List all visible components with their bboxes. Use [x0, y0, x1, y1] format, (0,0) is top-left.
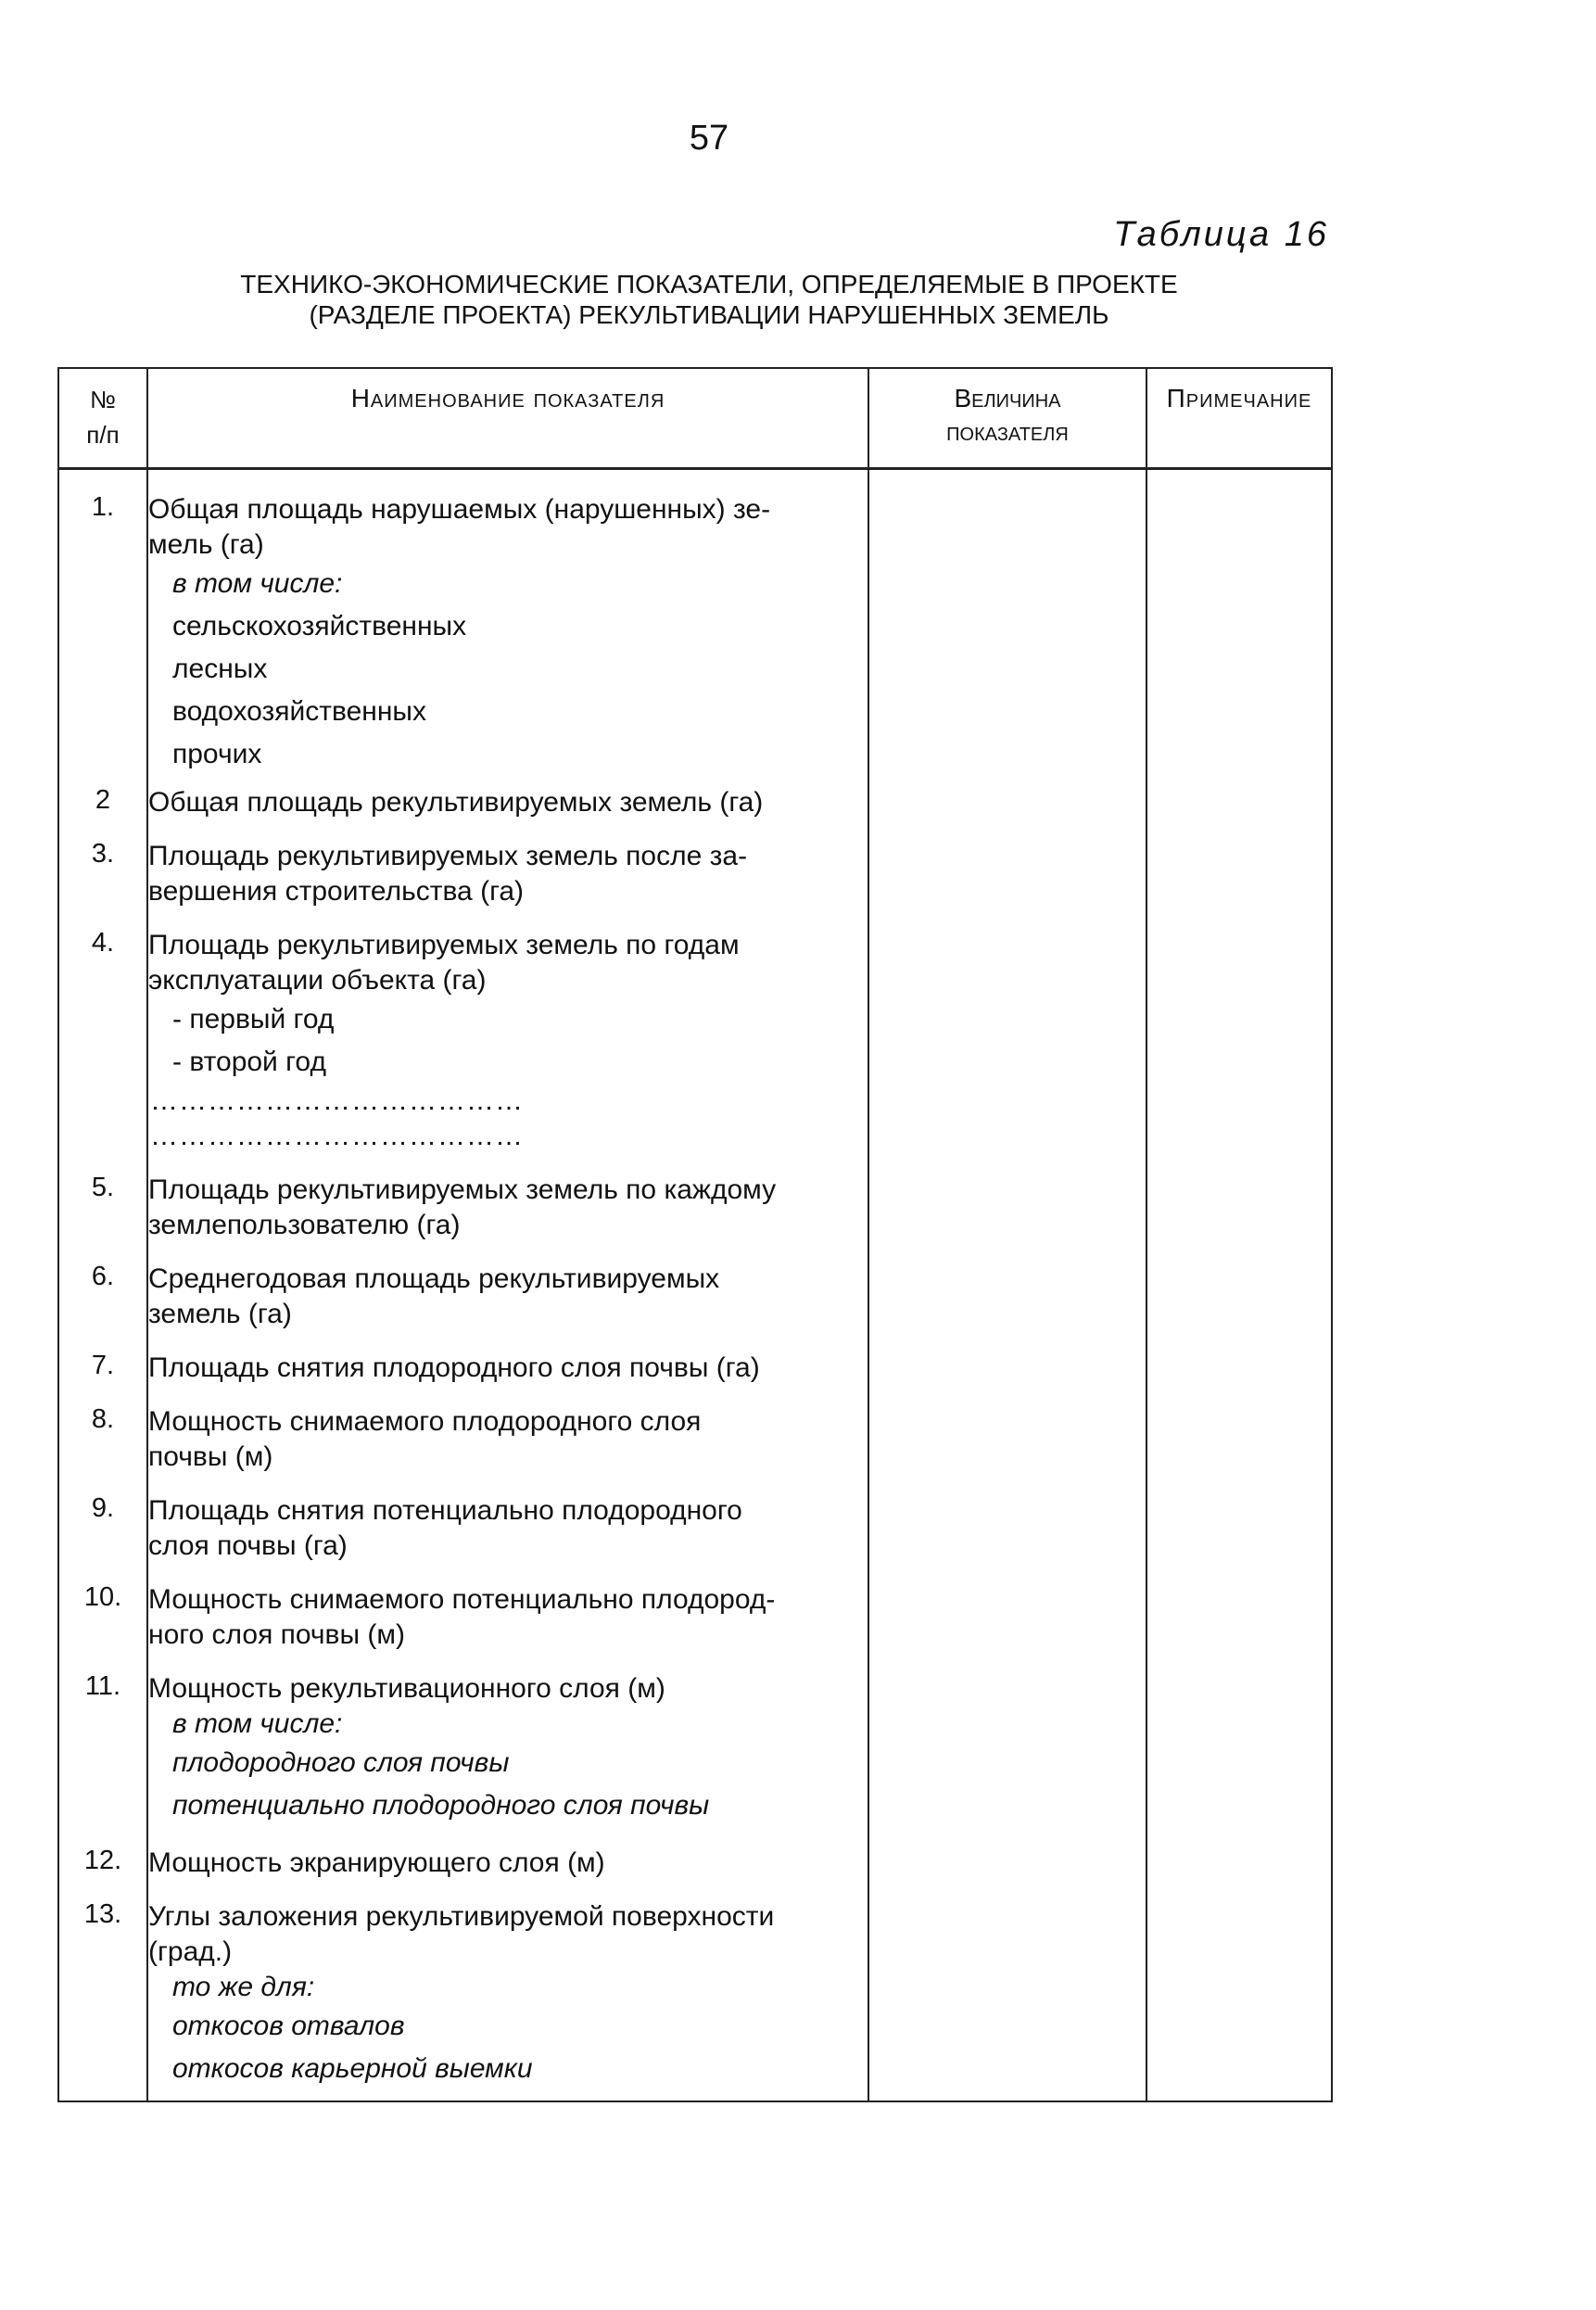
indicator-name-line: слоя почвы (га)	[148, 1529, 348, 1561]
indicator-value-cell	[868, 1163, 1146, 1252]
indicator-name	[147, 1395, 868, 1484]
indicator-name	[147, 919, 868, 1163]
indicator-note-cell	[1146, 1573, 1332, 1662]
header-value-line-1: Величина	[954, 384, 1061, 412]
indicator-subitem: потенциально плодородного слоя почвы	[172, 1789, 710, 1821]
indicator-name-line: почвы (м)	[148, 1441, 273, 1472]
row-number: 8.	[58, 1395, 147, 1484]
indicator-subitem: откосов отвалов	[172, 2010, 405, 2041]
spacer-cell	[868, 2100, 1146, 2101]
indicator-name-line: Мощность снимаемого плодородного слоя	[148, 1405, 702, 1437]
indicator-name	[147, 468, 868, 776]
indicators-table	[57, 367, 1333, 2102]
indicator-subitem: сельскохозяйственных	[172, 610, 467, 641]
indicator-name	[147, 1662, 868, 1836]
indicator-note-cell	[1146, 468, 1332, 776]
indicator-note-cell	[1146, 1662, 1332, 1836]
indicator-value-cell	[868, 1836, 1146, 1890]
table-row	[58, 1836, 1332, 1890]
indicator-note-cell	[1146, 1341, 1332, 1395]
indicator-name-line: Площадь рекультивируемых земель по каждому	[148, 1174, 777, 1205]
row-number: 4.	[58, 919, 147, 1163]
indicator-name-line: Площадь снятия плодородного слоя почвы (га)	[148, 1352, 760, 1383]
dotted-placeholder: …………………………………	[150, 1085, 524, 1116]
indicator-name-line: Среднегодовая площадь рекультивируемых	[148, 1263, 720, 1294]
row-number: 5.	[58, 1163, 147, 1252]
indicator-name	[147, 1890, 868, 2100]
indicator-note-cell	[1146, 776, 1332, 830]
dotted-placeholder: …………………………………	[150, 1120, 524, 1151]
row-number: 3.	[58, 830, 147, 919]
spacer-cell	[58, 2100, 147, 2101]
header-name	[147, 368, 868, 468]
indicator-note-cell	[1146, 1890, 1332, 2100]
indicator-subitem: прочих	[172, 738, 262, 769]
table-title-line-1: ТЕХНИКО-ЭКОНОМИЧЕСКИЕ ПОКАЗАТЕЛИ, ОПРЕДЕЛЯЕМЫЕ В ПРОЕКТЕ	[240, 270, 1178, 298]
indicator-name	[147, 1484, 868, 1573]
indicator-note-cell	[1146, 830, 1332, 919]
indicator-note-cell	[1146, 1252, 1332, 1341]
indicator-name	[147, 1573, 868, 1662]
indicator-note-cell	[1146, 919, 1332, 1163]
indicator-name	[147, 1836, 868, 1890]
indicator-value-cell	[868, 1252, 1146, 1341]
row-number: 6.	[58, 1252, 147, 1341]
indicator-name	[147, 1163, 868, 1252]
spacer-cell	[147, 2100, 868, 2101]
indicator-subitem: - второй год	[172, 1046, 326, 1077]
table-row	[58, 1890, 1332, 2100]
indicator-name-line: Мощность рекультивационного слоя (м)	[148, 1672, 665, 1704]
indicator-name-line: Площадь рекультивируемых земель по годам	[148, 929, 740, 960]
table-label: Таблица 16	[1113, 215, 1329, 254]
indicator-value-cell	[868, 1662, 1146, 1836]
row-number: 10.	[58, 1573, 147, 1662]
indicator-subitem: в том числе:	[172, 1707, 343, 1739]
header-note	[1146, 368, 1332, 468]
table-title	[0, 269, 1418, 330]
table-row	[58, 1662, 1332, 1836]
indicator-name-line: (град.)	[148, 1936, 233, 1967]
table-row	[58, 919, 1332, 1163]
spacer-cell	[1146, 2100, 1332, 2101]
indicator-note-cell	[1146, 1163, 1332, 1252]
header-note-label: Примечание	[1166, 384, 1312, 412]
row-number: 11.	[58, 1662, 147, 1836]
indicator-value-cell	[868, 776, 1146, 830]
table-header-row	[58, 368, 1332, 468]
indicator-name-line: Площадь рекультивируемых земель после за-	[148, 840, 748, 871]
indicator-subitem: плодородного слоя почвы	[172, 1746, 510, 1778]
indicator-subitem: откосов карьерной выемки	[172, 2052, 533, 2084]
header-name-label: Наименование показателя	[350, 384, 665, 412]
indicator-value-cell	[868, 1573, 1146, 1662]
table-row	[58, 1341, 1332, 1395]
table-row	[58, 1395, 1332, 1484]
table-title-line-2: (РАЗДЕЛЕ ПРОЕКТА) РЕКУЛЬТИВАЦИИ НАРУШЕННЫХ ЗЕМЕЛЬ	[309, 300, 1109, 329]
table-bottom-spacer	[58, 2100, 1332, 2101]
indicator-name-line: мель (га)	[148, 528, 264, 560]
indicator-value-cell	[868, 1395, 1146, 1484]
indicator-subitem: лесных	[172, 653, 268, 684]
table-row	[58, 1163, 1332, 1252]
indicator-value-cell	[868, 919, 1146, 1163]
page-number: 57	[689, 119, 729, 158]
indicator-note-cell	[1146, 1395, 1332, 1484]
header-value	[868, 368, 1146, 468]
indicator-name-line: Мощность снимаемого потенциально плодород-	[148, 1583, 776, 1615]
indicator-value-cell	[868, 468, 1146, 776]
table-row	[58, 468, 1332, 776]
header-num-line-2: п/п	[86, 421, 120, 449]
header-value-line-2: показателя	[946, 417, 1069, 446]
table-body	[58, 468, 1332, 2101]
indicator-name-line: землепользователю (га)	[148, 1209, 461, 1240]
indicator-name-line: ного слоя почвы (м)	[148, 1618, 406, 1650]
indicator-subitem: то же для:	[172, 1971, 315, 2002]
row-number: 9.	[58, 1484, 147, 1573]
indicator-subitem: в том числе:	[172, 567, 343, 599]
indicator-name	[147, 830, 868, 919]
indicator-name-line: эксплуатации объекта (га)	[148, 964, 487, 996]
indicator-value-cell	[868, 830, 1146, 919]
indicator-name-line: Общая площадь рекультивируемых земель (га)	[148, 786, 764, 818]
indicator-note-cell	[1146, 1484, 1332, 1573]
indicator-value-cell	[868, 1890, 1146, 2100]
indicator-name	[147, 1252, 868, 1341]
indicator-name-line: Мощность экранирующего слоя (м)	[148, 1847, 605, 1878]
indicator-name	[147, 776, 868, 830]
header-num-line-1: №	[90, 386, 116, 413]
indicator-name	[147, 1341, 868, 1395]
table-row	[58, 1573, 1332, 1662]
row-number: 12.	[58, 1836, 147, 1890]
indicator-name-line: земель (га)	[148, 1298, 292, 1329]
row-number: 7.	[58, 1341, 147, 1395]
table-row	[58, 830, 1332, 919]
row-number: 2	[58, 776, 147, 830]
indicator-subitem: - первый год	[172, 1003, 335, 1034]
table-row	[58, 1252, 1332, 1341]
indicator-note-cell	[1146, 1836, 1332, 1890]
table-row	[58, 776, 1332, 830]
table-row	[58, 1484, 1332, 1573]
indicator-subitem: водохозяйственных	[172, 695, 426, 727]
header-num	[58, 368, 147, 468]
indicator-name-line: Общая площадь нарушаемых (нарушенных) зе-	[148, 493, 771, 525]
indicator-value-cell	[868, 1484, 1146, 1573]
row-number: 13.	[58, 1890, 147, 2100]
indicator-name-line: Площадь снятия потенциально плодородного	[148, 1494, 742, 1526]
indicator-name-line: вершения строительства (га)	[148, 875, 525, 907]
indicator-name-line: Углы заложения рекультивируемой поверхности	[148, 1900, 775, 1932]
indicator-value-cell	[868, 1341, 1146, 1395]
row-number: 1.	[58, 468, 147, 776]
